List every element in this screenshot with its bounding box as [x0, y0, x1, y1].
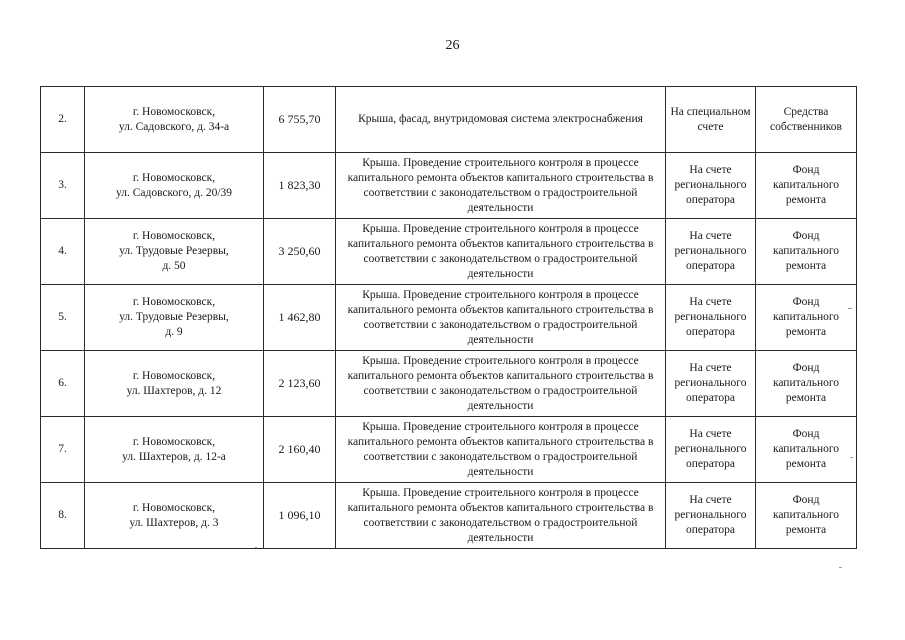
address-line: д. 9 — [165, 326, 183, 338]
funding-cell: Средства собственников — [756, 87, 857, 153]
table-row — [41, 219, 857, 285]
funding-cell: Фонд капитального ремонта — [756, 219, 857, 285]
address-line: г. Новомосковск, — [132, 501, 216, 514]
area-cell: 2 160,40 — [264, 417, 336, 483]
address-line: ул. Садовского, д. 34-а — [118, 120, 230, 133]
account-cell: На счете регионального оператора — [666, 219, 756, 285]
funding-cell: Фонд капитального ремонта — [756, 351, 857, 417]
scan-mark — [839, 567, 842, 568]
area-cell: 1 096,10 — [264, 483, 336, 549]
address-cell — [85, 285, 264, 351]
scan-mark — [255, 547, 257, 548]
account-cell: На счете регионального оператора — [666, 153, 756, 219]
address-line: ул. Трудовые Резервы, — [119, 311, 229, 323]
works-cell: Крыша. Проведение строительного контроля в процессе капитального ремонта объектов капитального строительства в соответствии с законодательством о градостроительной деятельности — [336, 285, 666, 351]
address-line: ул. Шахтеров, д. 12-а — [122, 450, 226, 463]
address-cell — [85, 153, 264, 219]
table-row — [41, 285, 857, 351]
funding-cell: Фонд капитального ремонта — [756, 153, 857, 219]
works-cell: Крыша. Проведение строительного контроля в процессе капитального ремонта объектов капитального строительства в соответствии с законодательством о градостроительной деятельности — [336, 483, 666, 549]
address-line: ул. Шахтеров, д. 3 — [129, 516, 219, 529]
address-line: ул. Садовского, д. 20/39 — [115, 186, 233, 199]
area-cell: 6 755,70 — [264, 87, 336, 153]
address-line: ул. Трудовые Резервы, — [119, 245, 229, 257]
works-cell: Крыша. Проведение строительного контроля в процессе капитального ремонта объектов капитального строительства в соответствии с законодательством о градостроительной деятельности — [336, 417, 666, 483]
address-line: г. Новомосковск, — [132, 435, 216, 448]
account-cell: На счете регионального оператора — [666, 351, 756, 417]
address-line: ул. Шахтеров, д. 12 — [126, 384, 222, 397]
table-row — [41, 417, 857, 483]
address-line: г. Новомосковск, — [132, 296, 216, 308]
address-cell — [85, 351, 264, 417]
row-number: 5. — [41, 285, 85, 351]
area-cell: 1 823,30 — [264, 153, 336, 219]
works-cell: Крыша. Проведение строительного контроля в процессе капитального ремонта объектов капитального строительства в соответствии с законодательством о градостроительной деятельности — [336, 219, 666, 285]
address-cell — [85, 417, 264, 483]
address-cell — [85, 219, 264, 285]
address-line: д. 50 — [162, 260, 186, 272]
table-row — [41, 87, 857, 153]
account-cell: На специальном счете — [666, 87, 756, 153]
scan-mark — [848, 308, 852, 309]
table-row — [41, 351, 857, 417]
row-number: 8. — [41, 483, 85, 549]
funding-cell: Фонд капитального ремонта — [756, 483, 857, 549]
address-cell — [85, 483, 264, 549]
account-cell: На счете регионального оператора — [666, 417, 756, 483]
address-line: г. Новомосковск, — [132, 171, 216, 184]
address-cell — [85, 87, 264, 153]
page-number: 26 — [445, 38, 460, 53]
row-number: 2. — [41, 87, 85, 153]
works-cell: Крыша. Проведение строительного контроля в процессе капитального ремонта объектов капитального строительства в соответствии с законодательством о градостроительной деятельности — [336, 153, 666, 219]
funding-cell: Фонд капитального ремонта — [756, 285, 857, 351]
table-row — [41, 483, 857, 549]
table-row — [41, 153, 857, 219]
funding-cell: Фонд капитального ремонта — [756, 417, 857, 483]
account-cell: На счете регионального оператора — [666, 285, 756, 351]
table-body — [41, 87, 857, 549]
address-line: г. Новомосковск, — [132, 230, 216, 242]
area-cell: 2 123,60 — [264, 351, 336, 417]
row-number: 4. — [41, 219, 85, 285]
area-cell: 1 462,80 — [264, 285, 336, 351]
works-cell: Крыша, фасад, внутридомовая система электроснабжения — [336, 87, 666, 153]
scan-mark — [850, 457, 853, 458]
repair-objects-table — [40, 86, 857, 549]
address-line: г. Новомосковск, — [132, 105, 216, 118]
account-cell: На счете регионального оператора — [666, 483, 756, 549]
row-number: 3. — [41, 153, 85, 219]
row-number: 6. — [41, 351, 85, 417]
area-cell: 3 250,60 — [264, 219, 336, 285]
works-cell: Крыша. Проведение строительного контроля в процессе капитального ремонта объектов капитального строительства в соответствии с законодательством о градостроительной деятельности — [336, 351, 666, 417]
address-line: г. Новомосковск, — [132, 369, 216, 382]
row-number: 7. — [41, 417, 85, 483]
